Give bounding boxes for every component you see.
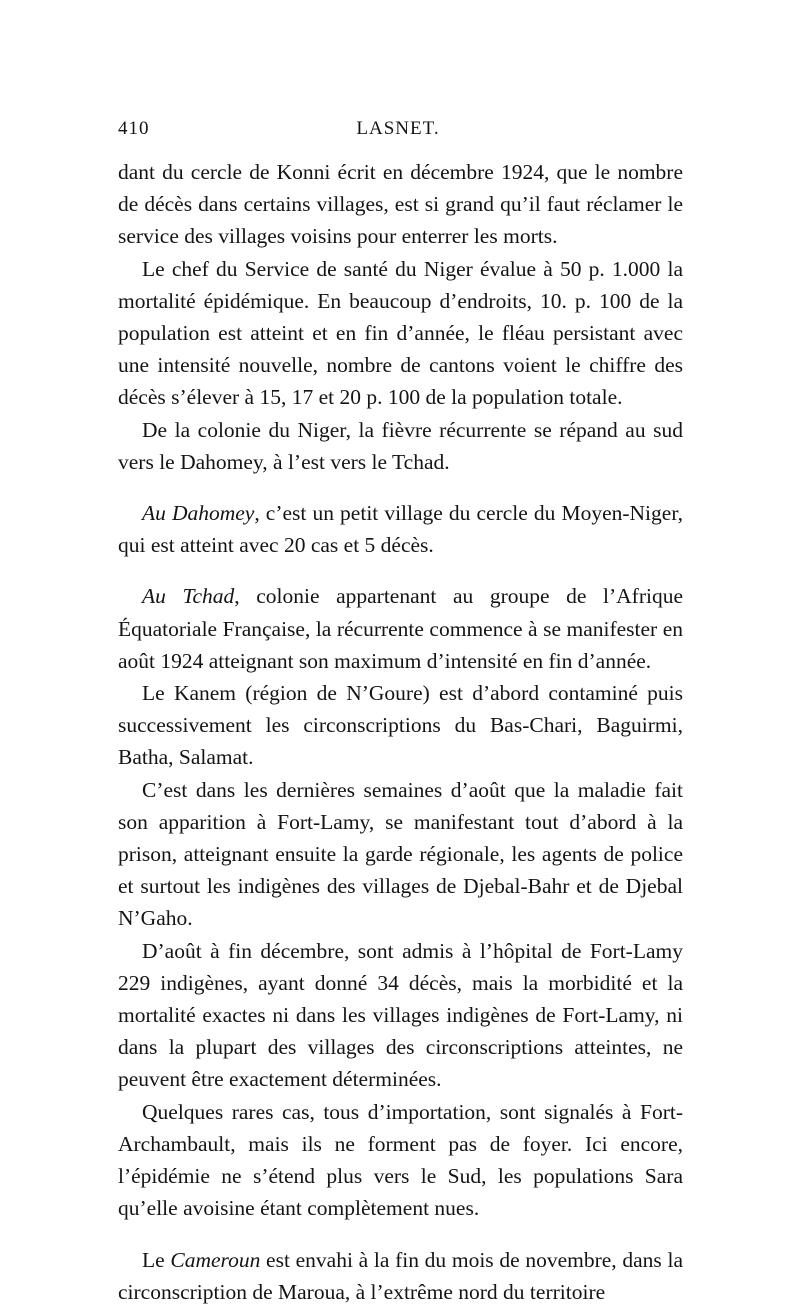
- running-head: LASNET.: [356, 118, 440, 139]
- paragraph-fort-lamy: C’est dans les dernières semaines d’août que la maladie fait son apparition à Fort-Lamy, se manifestant tout d’abord à la prison, atteignant ensuite la garde régionale, les agents de police et surtout les indigènes des villages de Djebal-Bahr et de Djebal N’Gaho.: [118, 777, 683, 931]
- paragraph-hospital: D’août à fin décembre, sont admis à l’hôpital de Fort-Lamy 229 indigènes, ayant donné 34 décès, mais la morbidité et la mortalité exactes ni dans les villages indigènes de Fort-Lamy, ni dans la plupart des villages des circonscriptions atteintes, ne peuvent être exactement déterminées.: [118, 938, 683, 1092]
- place-tchad: Au Tchad: [142, 584, 235, 609]
- paragraph-cameroun: Le Cameroun est envahi à la fin du mois de novembre, dans la circonscription de Maroua, à l’extrême nord du territoire: [118, 1247, 683, 1304]
- paragraph-kanem: Le Kanem (région de N’Goure) est d’abord contaminé puis successivement les circonscriptions du Bas-Chari, Baguirmi, Batha, Salamat.: [118, 681, 683, 770]
- page-number: 410: [118, 118, 150, 139]
- place-dahomey: Au Dahomey: [142, 501, 255, 526]
- place-cameroun: Cameroun: [170, 1247, 261, 1272]
- paragraph-niger-mortality: Le chef du Service de santé du Niger évalue à 50 p. 1.000 la mortalité épidémique. En beaucoup d’endroits, 10. p. 100 de la population est atteint et en fin d’année, le fléau persistant avec une intensité nouvelle, nombre de cantons voient le chiffre des décès s’élever à 15, 17 et 20 p. 100 de la population totale.: [118, 256, 683, 410]
- paragraph-fort-archambault: Quelques rares cas, tous d’importation, sont signalés à Fort-Archambault, mais ils ne forment pas de foyer. Ici encore, l’épidémie ne s’étend plus vers le Sud, les populations Sara qu’elle avoisine étant complètement nues.: [118, 1099, 683, 1221]
- paragraph-tchad: Au Tchad, colonie appartenant au groupe de l’Afrique Équatoriale Française, la récurrente commence à se manifester en août 1924 atteignant son maximum d’intensité en fin d’année.: [118, 584, 683, 673]
- page-header: [118, 118, 678, 146]
- paragraph-spread: De la colonie du Niger, la fièvre récurrente se répand au sud vers le Dahomey, à l’est vers le Tchad.: [118, 417, 683, 474]
- paragraph-continuation: dant du cercle de Konni écrit en décembre 1924, que le nombre de décès dans certains villages, est si grand qu’il faut réclamer le service des villages voisins pour enterrer les morts.: [118, 160, 683, 249]
- paragraph-dahomey: Au Dahomey, c’est un petit village du cercle du Moyen-Niger, qui est atteint avec 20 cas et 5 décès.: [118, 501, 683, 558]
- body-text: [118, 156, 683, 1308]
